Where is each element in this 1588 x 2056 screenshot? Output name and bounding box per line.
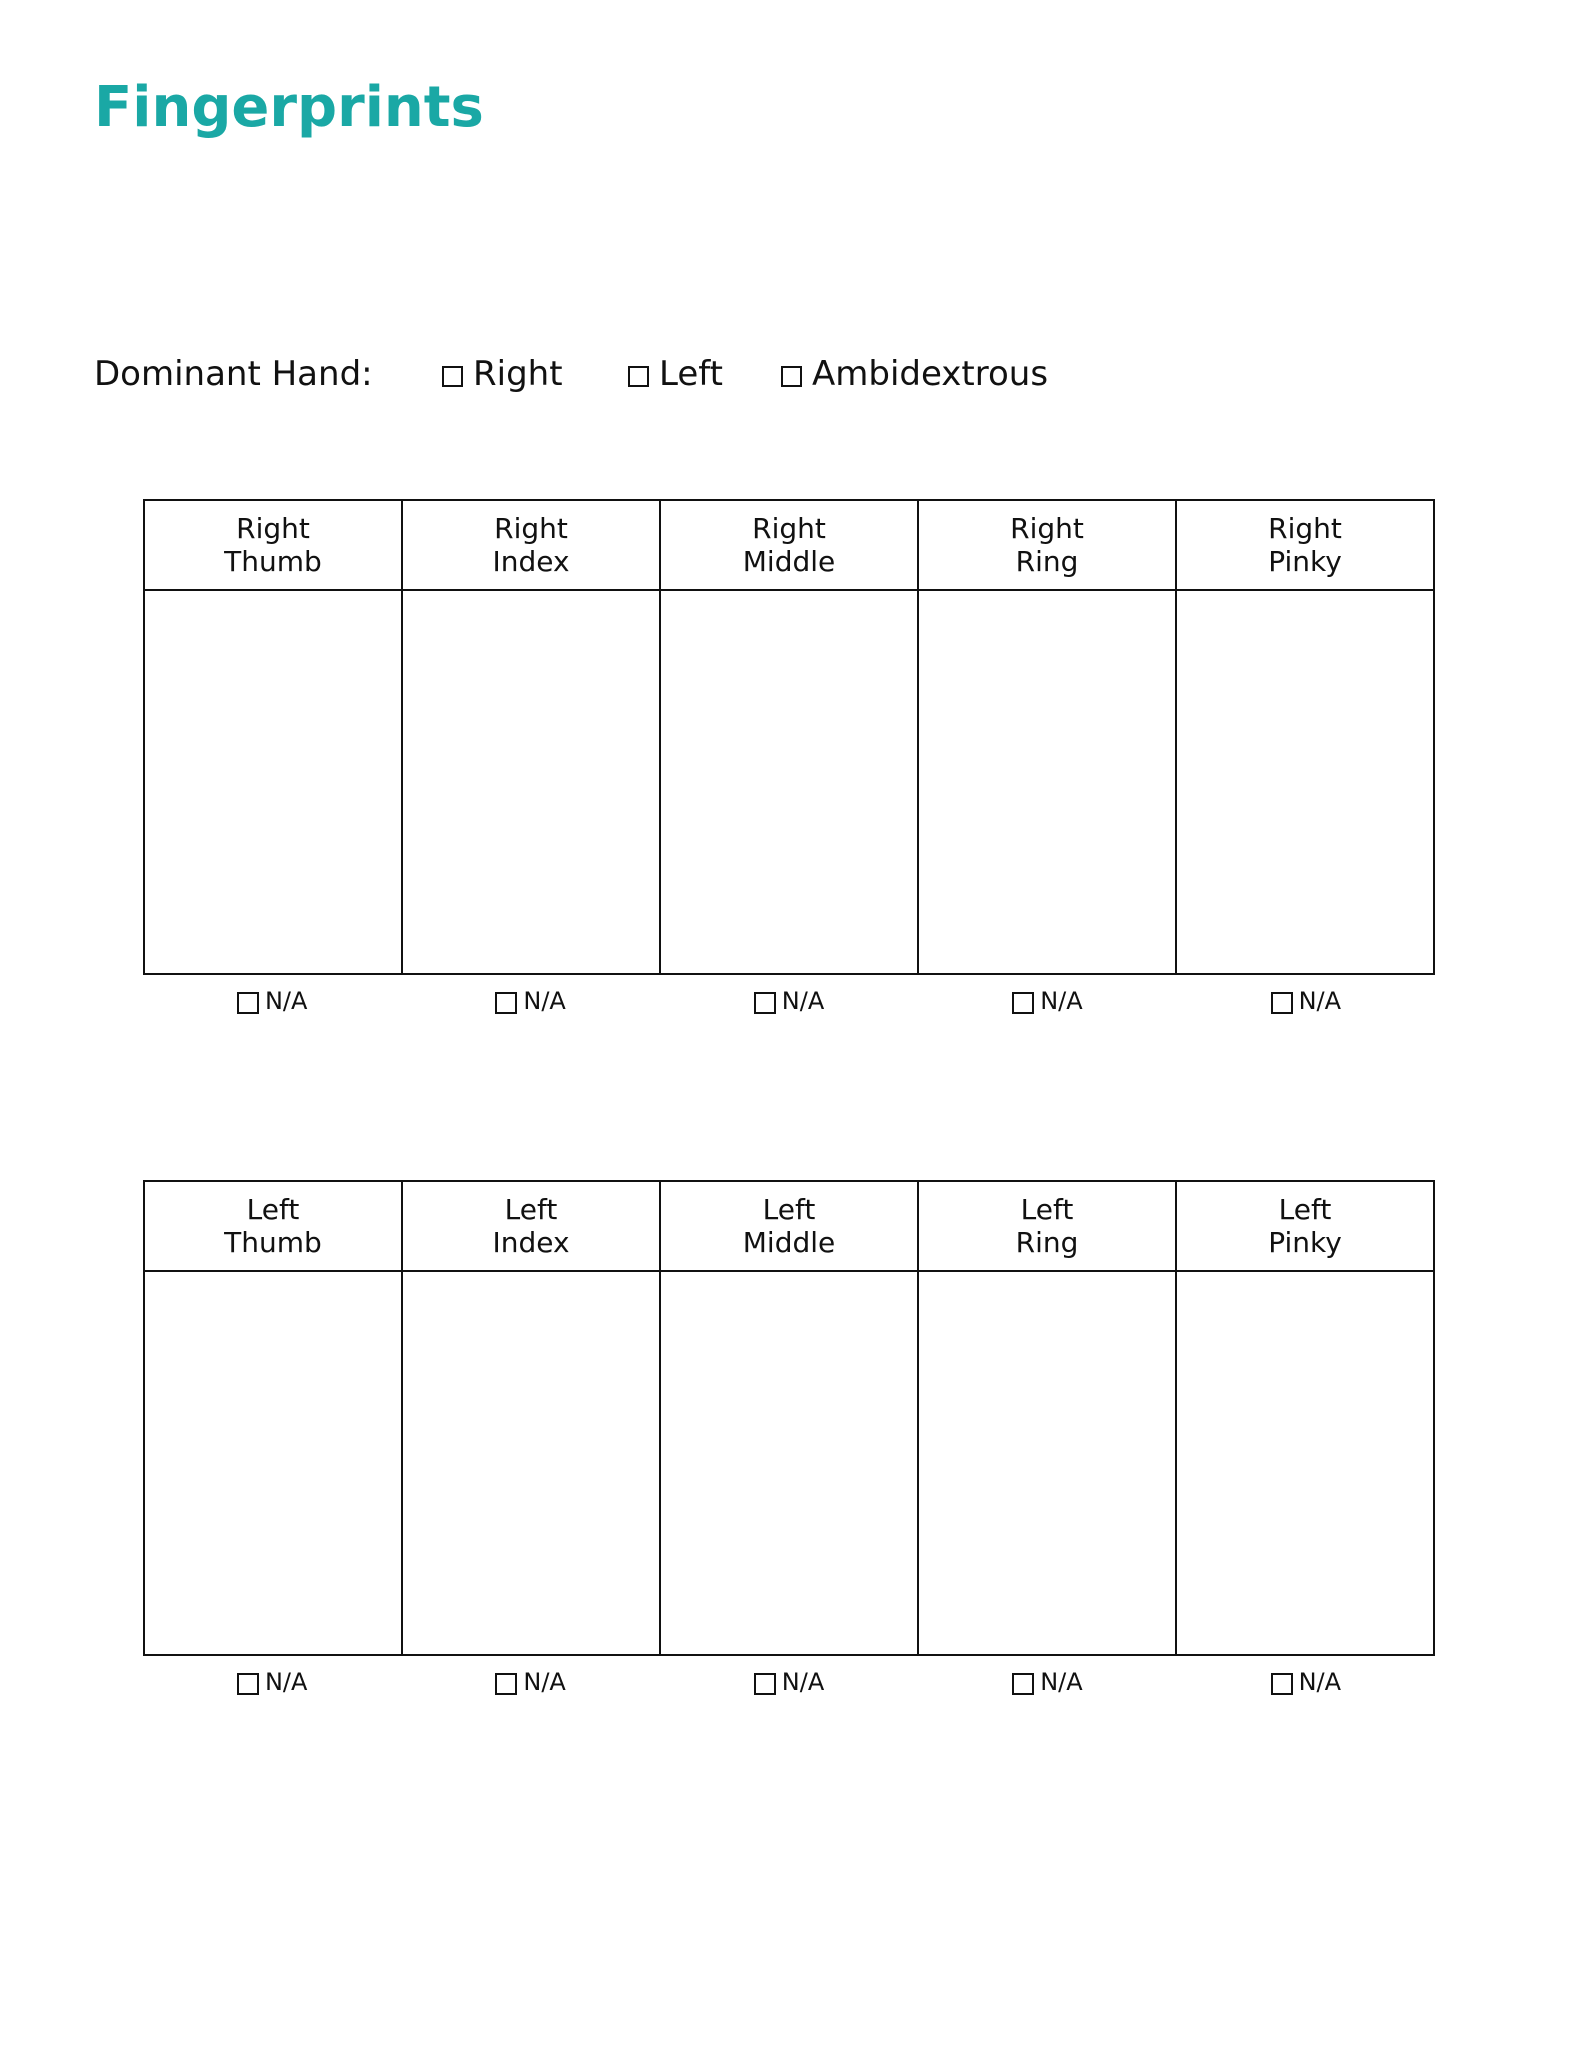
print-area — [403, 591, 659, 973]
right-thumb-na[interactable] — [143, 981, 401, 1021]
finger-label: Index — [492, 545, 570, 578]
hand-label: Right — [494, 512, 568, 545]
left-option-label: Left — [659, 354, 723, 394]
finger-label: Index — [492, 1226, 570, 1259]
dominant-hand-label: Dominant Hand: — [94, 354, 373, 394]
na-checkbox[interactable] — [495, 1673, 517, 1695]
hand-label: Left — [762, 1193, 816, 1226]
na-checkbox[interactable] — [237, 992, 259, 1014]
print-area — [403, 1272, 659, 1654]
left-hand-na-row — [143, 1662, 1435, 1702]
print-area — [661, 591, 917, 973]
na-label: N/A — [1298, 987, 1342, 1015]
hand-label: Left — [1278, 1193, 1332, 1226]
na-checkbox[interactable] — [754, 992, 776, 1014]
na-checkbox[interactable] — [1271, 992, 1293, 1014]
na-label: N/A — [1040, 1668, 1083, 1696]
finger-label: Ring — [1015, 545, 1079, 578]
left-pinky-na[interactable] — [1177, 1662, 1435, 1702]
dominant-hand-row — [94, 350, 1494, 398]
finger-label: Thumb — [224, 545, 322, 578]
print-area — [145, 1272, 401, 1654]
na-label: N/A — [1298, 1668, 1342, 1696]
print-area — [919, 591, 1175, 973]
left-pinky-cell — [1175, 1182, 1433, 1654]
left-index-na[interactable] — [401, 1662, 659, 1702]
finger-header — [919, 1182, 1175, 1272]
hand-label: Left — [1020, 1193, 1074, 1226]
right-pinky-na[interactable] — [1177, 981, 1435, 1021]
left-hand-print-grid — [143, 1180, 1435, 1656]
finger-label: Pinky — [1268, 545, 1342, 578]
right-middle-na[interactable] — [660, 981, 918, 1021]
dominant-hand-option-ambidextrous[interactable] — [781, 350, 1048, 398]
finger-header — [403, 501, 659, 591]
na-label: N/A — [264, 987, 308, 1015]
finger-label: Middle — [742, 1226, 836, 1259]
print-area — [1177, 591, 1433, 973]
left-thumb-cell — [145, 1182, 401, 1654]
print-area — [919, 1272, 1175, 1654]
page-title: Fingerprints — [94, 75, 484, 140]
left-ring-cell — [917, 1182, 1175, 1654]
ambidextrous-option-label: Ambidextrous — [812, 354, 1049, 394]
hand-label: Left — [246, 1193, 300, 1226]
left-ring-na[interactable] — [918, 1662, 1176, 1702]
print-area — [661, 1272, 917, 1654]
right-option-label: Right — [473, 354, 563, 394]
na-checkbox[interactable] — [495, 992, 517, 1014]
hand-label: Right — [752, 512, 826, 545]
dominant-hand-option-right[interactable] — [442, 350, 563, 398]
finger-header — [1177, 501, 1433, 591]
na-checkbox[interactable] — [1012, 1673, 1034, 1695]
right-checkbox[interactable] — [442, 366, 463, 387]
right-hand-na-row — [143, 981, 1435, 1021]
finger-label: Thumb — [224, 1226, 322, 1259]
right-index-na[interactable] — [401, 981, 659, 1021]
na-label: N/A — [781, 1668, 825, 1696]
finger-label: Pinky — [1268, 1226, 1342, 1259]
left-index-cell — [401, 1182, 659, 1654]
finger-header — [661, 501, 917, 591]
right-middle-cell — [659, 501, 917, 973]
na-checkbox[interactable] — [754, 1673, 776, 1695]
na-label: N/A — [264, 1668, 308, 1696]
hand-label: Left — [504, 1193, 558, 1226]
finger-header — [145, 1182, 401, 1272]
na-checkbox[interactable] — [1271, 1673, 1293, 1695]
dominant-hand-option-left[interactable] — [628, 350, 723, 398]
finger-header — [1177, 1182, 1433, 1272]
na-label: N/A — [1040, 987, 1083, 1015]
print-area — [145, 591, 401, 973]
hand-label: Right — [1268, 512, 1342, 545]
finger-header — [145, 501, 401, 591]
right-thumb-cell — [145, 501, 401, 973]
ambidextrous-checkbox[interactable] — [781, 366, 802, 387]
finger-header — [919, 501, 1175, 591]
left-thumb-na[interactable] — [143, 1662, 401, 1702]
na-checkbox[interactable] — [1012, 992, 1034, 1014]
left-middle-cell — [659, 1182, 917, 1654]
right-hand-print-grid — [143, 499, 1435, 975]
hand-label: Right — [1010, 512, 1084, 545]
finger-header — [661, 1182, 917, 1272]
na-checkbox[interactable] — [237, 1673, 259, 1695]
finger-label: Middle — [742, 545, 836, 578]
print-area — [1177, 1272, 1433, 1654]
right-index-cell — [401, 501, 659, 973]
na-label: N/A — [523, 1668, 566, 1696]
left-middle-na[interactable] — [660, 1662, 918, 1702]
finger-label: Ring — [1015, 1226, 1079, 1259]
na-label: N/A — [523, 987, 566, 1015]
right-ring-na[interactable] — [918, 981, 1176, 1021]
right-pinky-cell — [1175, 501, 1433, 973]
hand-label: Right — [236, 512, 310, 545]
right-ring-cell — [917, 501, 1175, 973]
finger-header — [403, 1182, 659, 1272]
left-checkbox[interactable] — [628, 366, 649, 387]
na-label: N/A — [781, 987, 825, 1015]
